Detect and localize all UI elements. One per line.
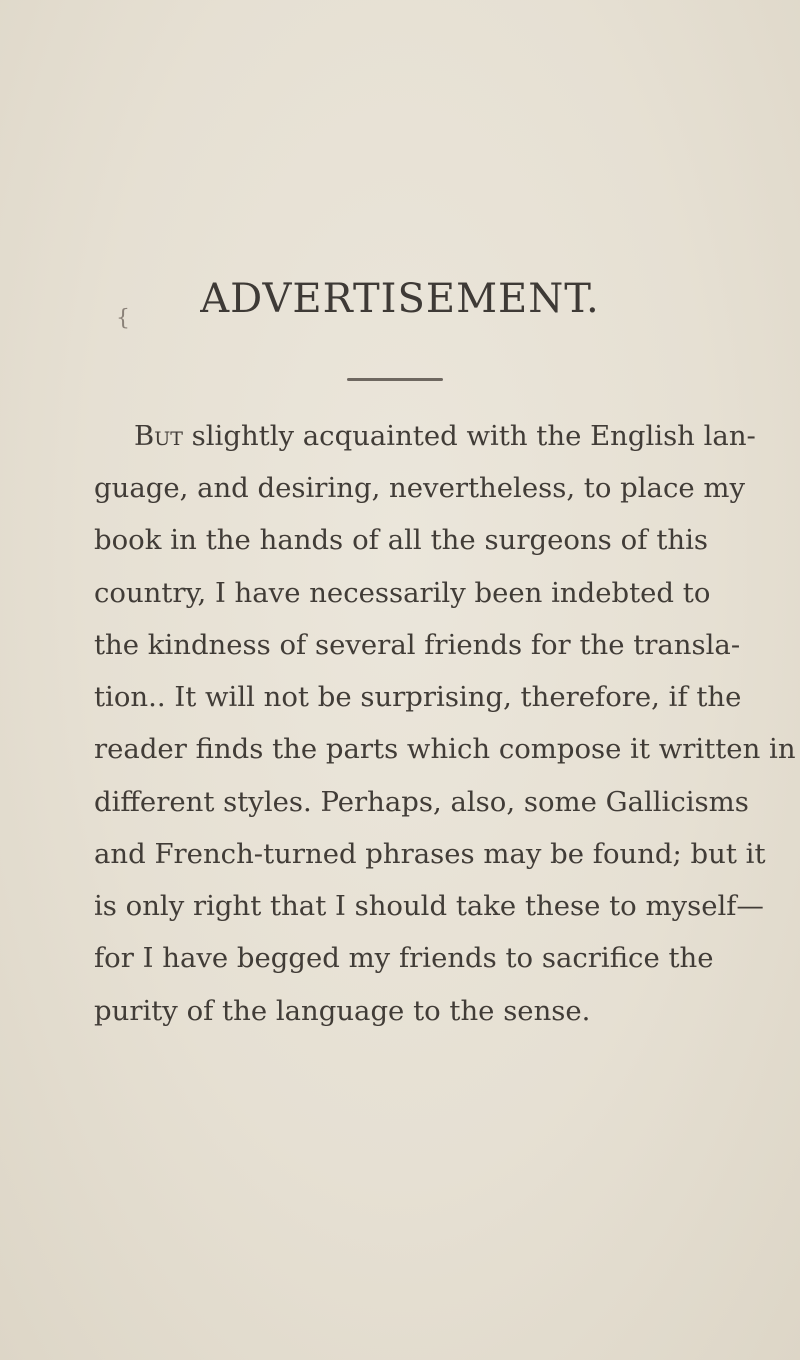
text-line-part: slightly acquainted with the English lan- — [182, 420, 756, 452]
text-line: the kindness of several friends for the transla- — [94, 629, 741, 661]
page-title: ADVERTISEMENT. — [200, 276, 600, 322]
text-line: different styles. Perhaps, also, some Gallicisms — [94, 786, 749, 818]
divider — [347, 378, 443, 381]
text-line: book in the hands of all the surgeons of this — [94, 524, 708, 556]
text-line: reader finds the parts which compose it written in — [94, 733, 796, 765]
text-line: tion.. It will not be surprising, therefore, if the — [94, 681, 742, 713]
text-line: country, I have necessarily been indebted to — [94, 577, 711, 609]
text-line: purity of the language to the sense. — [94, 995, 591, 1027]
text-line: for I have begged my friends to sacrifice the — [94, 942, 714, 974]
text-line: guage, and desiring, nevertheless, to place my — [94, 472, 745, 504]
first-word: But — [134, 420, 183, 452]
text-line: and French-turned phrases may be found; but it — [94, 838, 766, 870]
text-line — [134, 420, 756, 452]
margin-mark: { — [116, 306, 130, 331]
text-line: is only right that I should take these to myself— — [94, 890, 764, 922]
